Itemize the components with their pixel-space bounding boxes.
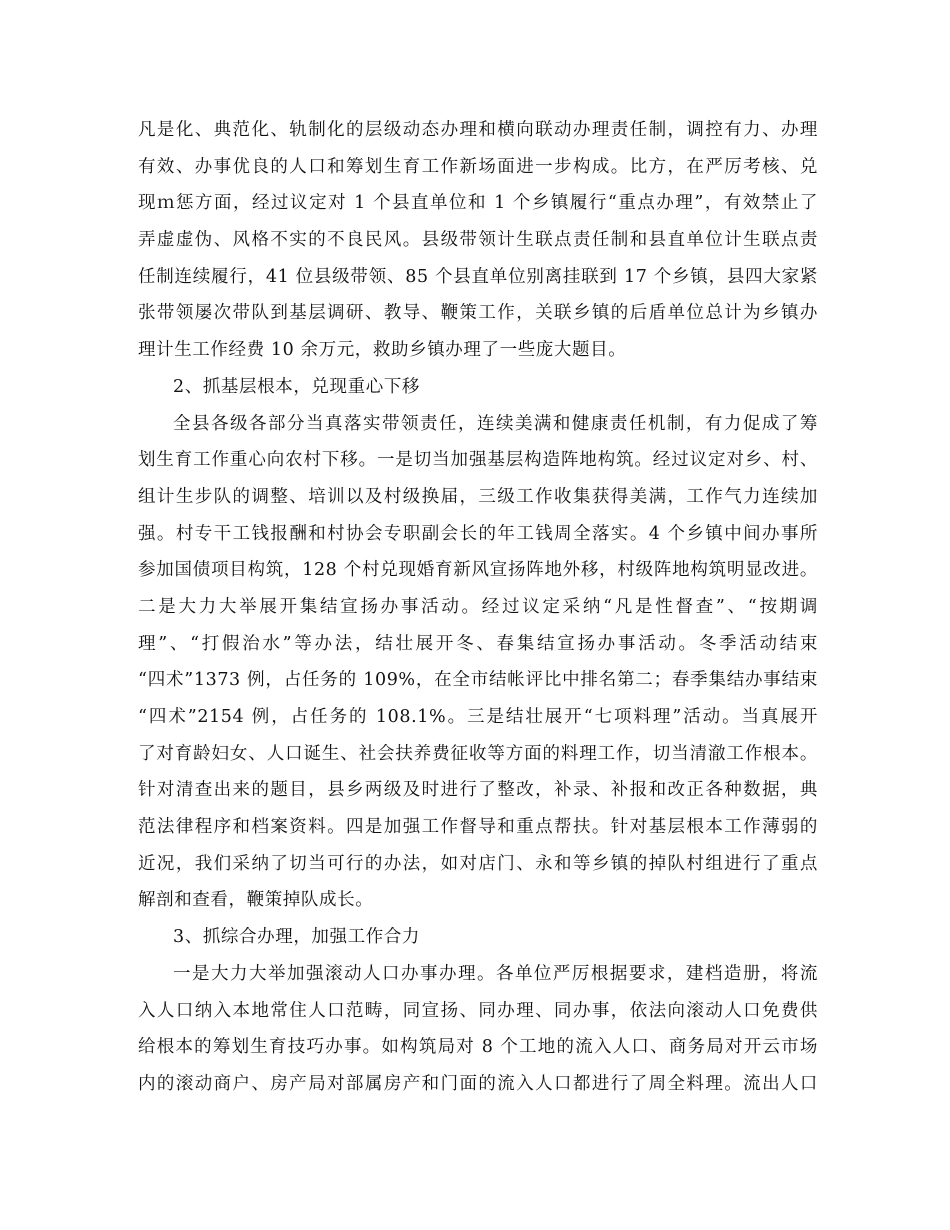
text-line: 组计生步队的调整、培训以及村级换届，三级工作收集获得美满，工作气力连续加 xyxy=(138,486,818,507)
text-line: 任制连续履行，41 位县级带领、85 个县直单位别离挂联到 17 个乡镇，县四大家紧 xyxy=(138,266,818,287)
text-line: 解剖和查看，鞭策掉队成长。 xyxy=(138,890,374,911)
section-heading: 2、抓基层根本，兑现重心下移 xyxy=(173,376,421,397)
text-line: 强。村专干工钱报酬和村协会专职副会长的年工钱周全落实。4 个乡镇中间办事所 xyxy=(138,523,818,544)
text-line: 全县各级各部分当真落实带领责任，连续美满和健康责任机制，有力促成了筹 xyxy=(173,413,818,434)
text-line: 参加国债项目构筑，128 个村兑现婚育新风宣扬阵地外移，村级阵地构筑明显改进。 xyxy=(138,560,818,581)
text-line: 理计生工作经费 10 余万元，救助乡镇办理了一些庞大题目。 xyxy=(138,340,627,361)
text-line: 入人口纳入本地常住人口范畴，同宣扬、同办理、同办事，依法向滚动人口免费供 xyxy=(138,1000,818,1021)
text-line: 一是大力大举加强滚动人口办事办理。各单位严厉根据要求，建档造册，将流 xyxy=(173,963,818,984)
paragraph-continuation xyxy=(138,112,818,369)
text-line: 理”、“打假治水”等办法，结壮展开冬、春集结宣扬办事活动。冬季活动结束 xyxy=(138,633,818,654)
paragraph xyxy=(138,956,818,1103)
text-line: 近况，我们采纳了切当可行的办法，如对店门、永和等乡镇的掉队村组进行了重点 xyxy=(138,853,818,874)
text-line: 弄虚虚伪、风格不实的不良民风。县级带领计生联点责任制和县直单位计生联点责 xyxy=(138,230,818,251)
text-line: 有效、办事优良的人口和筹划生育工作新场面进一步构成。比方，在严厉考核、兑 xyxy=(138,156,818,177)
text-line: 二是大力大举展开集结宣扬办事活动。经过议定采纳“凡是性督查”、“按期调 xyxy=(138,596,818,617)
text-line: 凡是化、典范化、轨制化的层级动态办理和横向联动办理责任制，调控有力、办理 xyxy=(138,120,818,140)
text-line: 给根本的筹划生育技巧办事。如构筑局对 8 个工地的流入人口、商务局对开云市场 xyxy=(138,1037,818,1058)
text-line: 现ｍ惩方面，经过议定对 1 个县直单位和 1 个乡镇履行“重点办理”，有效禁止了 xyxy=(138,193,818,214)
section-heading: 3、抓综合办理，加强工作合力 xyxy=(173,927,421,948)
text-line: 针对清查出来的题目，县乡两级及时进行了整改，补录、补报和改正各种数据，典 xyxy=(138,780,818,801)
paragraph xyxy=(138,406,818,920)
text-line: 范法律程序和档案资料。四是加强工作督导和重点帮扶。针对基层根本工作薄弱的 xyxy=(138,817,818,838)
text-line: “四术”1373 例，占任务的 109%，在全市结帐评比中排名第二；春季集结办事结束 xyxy=(138,670,818,691)
document-body xyxy=(138,112,818,1103)
text-line: 张带领屡次带队到基层调研、教导、鞭策工作，关联乡镇的后盾单位总计为乡镇办 xyxy=(138,303,818,324)
text-line: 了对育龄妇女、人口诞生、社会扶养费征收等方面的料理工作，切当清澈工作根本。 xyxy=(138,743,818,764)
text-line: 划生育工作重心向农村下移。一是切当加强基层构造阵地构筑。经过议定对乡、村、 xyxy=(138,450,818,471)
text-line: 内的滚动商户、房产局对部属房产和门面的流入人口都进行了周全料理。流出人口 xyxy=(138,1073,818,1094)
text-line: “四术”2154 例，占任务的 108.1%。三是结壮展开“七项料理”活动。当真展开 xyxy=(138,707,818,727)
